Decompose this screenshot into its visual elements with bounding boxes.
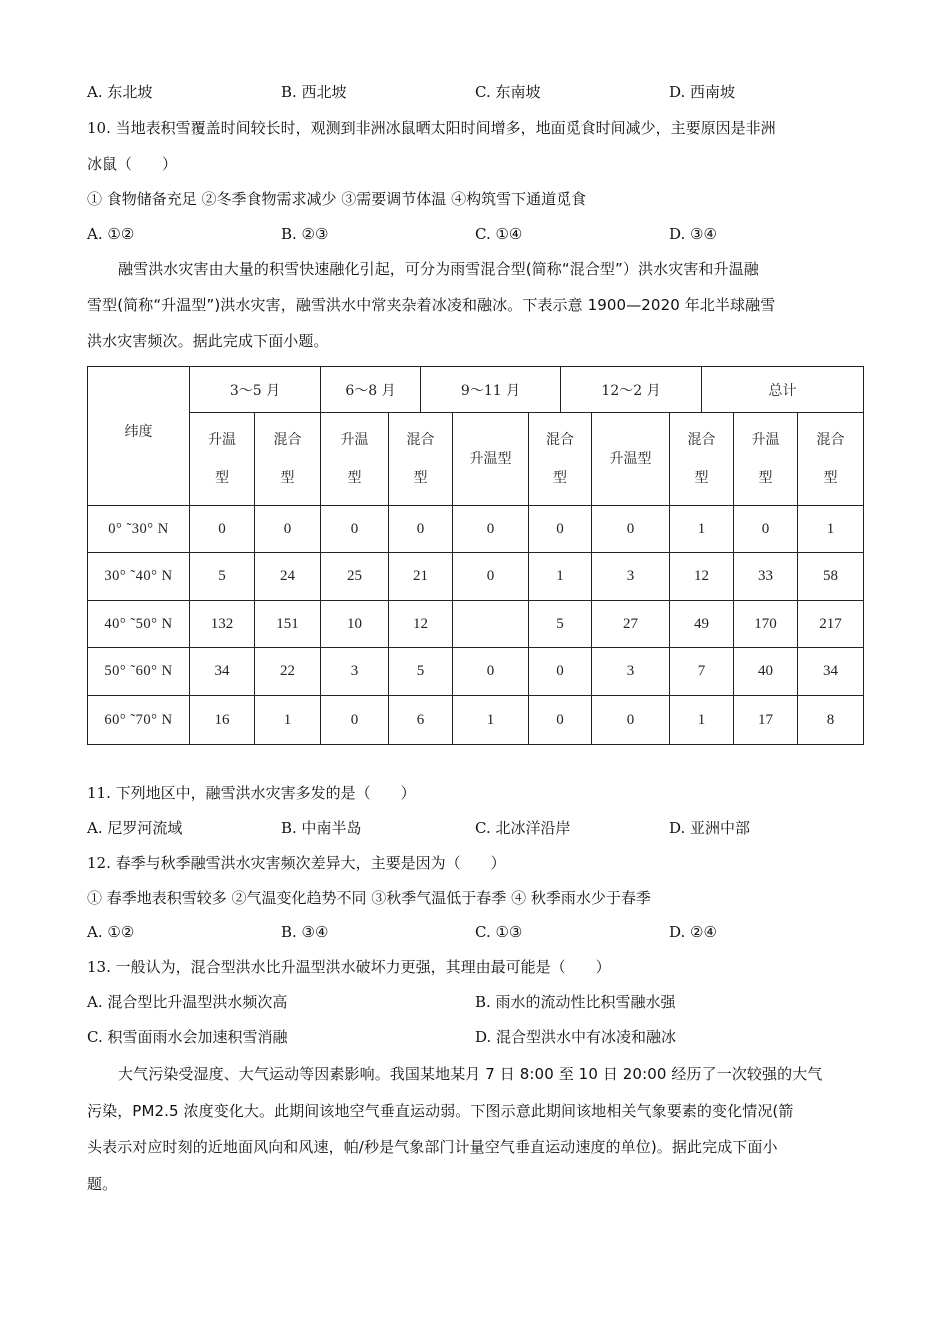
- q12-option-a: A. ①②: [87, 923, 135, 941]
- table-cell: 0: [591, 695, 670, 745]
- table-header-type: [528, 412, 592, 506]
- table-cell: 0: [733, 505, 798, 553]
- table-header-latitude: 纬度: [87, 366, 190, 506]
- table-header-season: 3～5 月: [189, 366, 321, 413]
- table-header-type: [320, 412, 389, 506]
- q13-option-b: B. 雨水的流动性比积雪融水强: [475, 993, 676, 1011]
- table-cell: 1: [528, 552, 592, 601]
- passage2-line2: 污染，PM2.5 浓度变化大。此期间该地空气垂直运动弱。下图示意此期间该地相关气象要素的变化情况(箭: [87, 1102, 794, 1120]
- table-cell: 25: [320, 552, 389, 601]
- table-row-latitude: 0° ˜30° N: [87, 505, 190, 553]
- table-cell: 6: [388, 695, 453, 745]
- table-header-season: 9～11 月: [420, 366, 561, 413]
- passage2-line4: 题。: [87, 1175, 118, 1193]
- table-cell: 1: [669, 695, 734, 745]
- q11-option-a: A. 尼罗河流域: [87, 819, 183, 837]
- q10-statements: ① 食物储备充足 ②冬季食物需求减少 ③需要调节体温 ④构筑雪下通道觅食: [87, 190, 587, 208]
- table-cell: 170: [733, 600, 798, 648]
- q9-option-c: C. 东南坡: [475, 83, 541, 101]
- table-cell: 5: [189, 552, 255, 601]
- table-cell: 151: [254, 600, 321, 648]
- table-header-type-text: 升温: [751, 432, 780, 448]
- passage1-line1: 融雪洪水灾害由大量的积雪快速融化引起，可分为雨雪混合型(简称“混合型”）洪水灾害和升温融: [118, 260, 759, 278]
- table-header-season: 6～8 月: [320, 366, 421, 413]
- table-cell: 5: [388, 647, 453, 696]
- table-row-latitude: 60° ˜70° N: [87, 695, 190, 745]
- table-header-type: [591, 412, 670, 506]
- table-header-type-text: 型: [280, 470, 295, 486]
- q9-option-b: B. 西北坡: [281, 83, 347, 101]
- q12-stem: 12. 春季与秋季融雪洪水灾害频次差异大，主要是因为（ ）: [87, 854, 506, 872]
- table-cell: 0: [452, 647, 529, 696]
- table-cell: 34: [189, 647, 255, 696]
- table-cell: 58: [797, 552, 864, 601]
- table-cell: 1: [452, 695, 529, 745]
- table-cell: 0: [320, 695, 389, 745]
- table-cell: 3: [320, 647, 389, 696]
- passage1-line2: 雪型(简称“升温型”)洪水灾害，融雪洪水中常夹杂着冰凌和融冰。下表示意 1900—2020 年北半球融雪: [87, 296, 776, 314]
- q13-option-a: A. 混合型比升温型洪水频次高: [87, 993, 288, 1011]
- q13-option-d: D. 混合型洪水中有冰凌和融冰: [475, 1028, 677, 1046]
- q10-option-b: B. ②③: [281, 225, 329, 243]
- table-row-latitude: 50° ˜60° N: [87, 647, 190, 696]
- table-header-type-text: 型: [823, 470, 838, 486]
- table-cell: 40: [733, 647, 798, 696]
- table-header-type-text: 型: [758, 470, 773, 486]
- table-header-type-text: 升温: [208, 432, 236, 448]
- table-header-type-text: 型: [413, 470, 428, 486]
- table-cell: 1: [669, 505, 734, 553]
- table-cell: 33: [733, 552, 798, 601]
- table-cell: 49: [669, 600, 734, 648]
- table-header-season: 12～2 月: [560, 366, 702, 413]
- table-header-type: [797, 412, 864, 506]
- table-cell: 3: [591, 647, 670, 696]
- table-header-type-text: 型: [215, 470, 229, 486]
- table-cell: 12: [388, 600, 453, 648]
- table-cell: 27: [591, 600, 670, 648]
- q13-option-c: C. 积雪面雨水会加速积雪消融: [87, 1028, 288, 1046]
- q10-option-d: D. ③④: [669, 225, 717, 243]
- table-header-type: [733, 412, 798, 506]
- q11-option-d: D. 亚洲中部: [669, 819, 751, 837]
- table-cell: 10: [320, 600, 389, 648]
- table-cell: 0: [452, 505, 529, 553]
- q9-option-a: A. 东北坡: [87, 83, 153, 101]
- table-cell: 1: [797, 505, 864, 553]
- table-header-type: [669, 412, 734, 506]
- table-header-type: [189, 412, 255, 506]
- table-header-type: [452, 412, 529, 506]
- passage2-line1: 大气污染受湿度、大气运动等因素影响。我国某地某月 7 日 8:00 至 10 日 20:00 经历了一次较强的大气: [118, 1065, 823, 1083]
- q13-stem: 13. 一般认为，混合型洪水比升温型洪水破坏力更强，其理由最可能是（ ）: [87, 958, 611, 976]
- q12-option-c: C. ①③: [475, 923, 523, 941]
- q11-stem: 11. 下列地区中，融雪洪水灾害多发的是（ ）: [87, 784, 416, 802]
- table-cell: 22: [254, 647, 321, 696]
- table-cell: 3: [591, 552, 670, 601]
- table-cell: 16: [189, 695, 255, 745]
- table-cell: 21: [388, 552, 453, 601]
- table-cell: 132: [189, 600, 255, 648]
- table-cell: [452, 600, 529, 648]
- table-header-type-text: 混合: [687, 432, 716, 448]
- table-header-type-text: 升温: [340, 432, 369, 448]
- table-header-type-text: 型: [553, 470, 567, 486]
- q11-option-c: C. 北冰洋沿岸: [475, 819, 571, 837]
- table-header-type-text: 混合: [816, 432, 845, 448]
- q10-option-a: A. ①②: [87, 225, 135, 243]
- q10-option-c: C. ①④: [475, 225, 523, 243]
- table-cell: 0: [320, 505, 389, 553]
- table-cell: 0: [528, 505, 592, 553]
- q10-stem-line2: 冰鼠（ ）: [87, 155, 178, 173]
- table-cell: 12: [669, 552, 734, 601]
- table-cell: 17: [733, 695, 798, 745]
- table-header-type: [388, 412, 453, 506]
- passage2-line3: 头表示对应时刻的近地面风向和风速，帕/秒是气象部门计量空气垂直运动速度的单位)。据此完成下面小: [87, 1138, 778, 1156]
- q12-option-b: B. ③④: [281, 923, 329, 941]
- table-row-latitude: 40° ˜50° N: [87, 600, 190, 648]
- q12-option-d: D. ②④: [669, 923, 717, 941]
- table-header-type-text: 混合: [546, 432, 574, 448]
- table-cell: 217: [797, 600, 864, 648]
- table-header-type-text: 混合: [273, 432, 302, 448]
- table-cell: 34: [797, 647, 864, 696]
- table-cell: 7: [669, 647, 734, 696]
- q11-option-b: B. 中南半岛: [281, 819, 362, 837]
- table-header-type-text: 型: [694, 470, 709, 486]
- flood-frequency-table: [87, 366, 863, 744]
- table-header-season: 总计: [701, 366, 864, 413]
- table-cell: 0: [189, 505, 255, 553]
- passage1-line3: 洪水灾害频次。据此完成下面小题。: [87, 332, 329, 350]
- table-cell: 0: [528, 695, 592, 745]
- q10-stem-line1: 10. 当地表积雪覆盖时间较长时，观测到非洲冰鼠晒太阳时间增多，地面觅食时间减少，主要原因是非洲: [87, 119, 776, 137]
- table-cell: 0: [254, 505, 321, 553]
- q9-option-d: D. 西南坡: [669, 83, 736, 101]
- table-cell: 0: [452, 552, 529, 601]
- table-header-type-text: 型: [347, 470, 362, 486]
- table-cell: 0: [528, 647, 592, 696]
- table-cell: 1: [254, 695, 321, 745]
- table-cell: 8: [797, 695, 864, 745]
- table-header-type: [254, 412, 321, 506]
- table-header-type-text: 升温型: [469, 451, 512, 467]
- table-cell: 0: [591, 505, 670, 553]
- table-cell: 5: [528, 600, 592, 648]
- table-header-type-text: 升温型: [609, 451, 652, 467]
- table-row-latitude: 30° ˜40° N: [87, 552, 190, 601]
- table-header-type-text: 混合: [406, 432, 435, 448]
- table-cell: 24: [254, 552, 321, 601]
- q12-statements: ① 春季地表积雪较多 ②气温变化趋势不同 ③秋季气温低于春季 ④ 秋季雨水少于春季: [87, 889, 651, 907]
- table-cell: 0: [388, 505, 453, 553]
